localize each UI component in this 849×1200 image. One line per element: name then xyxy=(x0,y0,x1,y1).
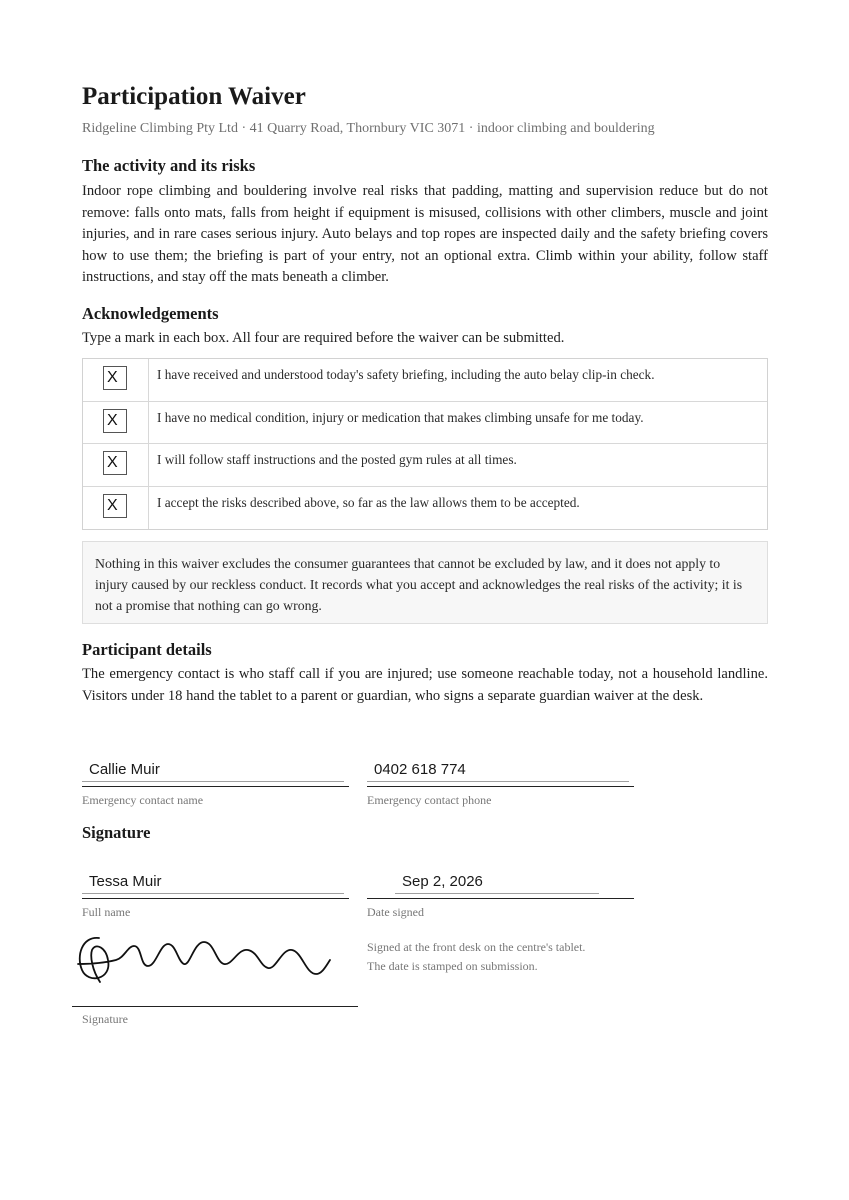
ack-text-rules: I will follow staff instructions and the posted gym rules at all times. xyxy=(157,452,517,467)
emergency-phone-field xyxy=(367,756,634,808)
signature-stroke xyxy=(72,930,358,1006)
signature-heading: Signature xyxy=(82,823,151,842)
full-name-field xyxy=(82,868,349,920)
page-subtitle: Ridgeline Climbing Pty Ltd · 41 Quarry Road, Thornbury VIC 3071 · indoor climbing and bouldering xyxy=(82,121,655,136)
page-title: Participation Waiver xyxy=(82,83,306,110)
ack-text-medical: I have no medical condition, injury or medication that makes climbing unsafe for me today. xyxy=(157,409,644,425)
signature-note-line2: The date is stamped on submission. xyxy=(367,959,538,973)
ack-mark-input-risks[interactable] xyxy=(103,494,127,518)
date-signed-label: Date signed xyxy=(367,905,424,919)
date-signed-input[interactable] xyxy=(395,870,599,894)
ack-text-briefing: I have received and understood today's safety briefing, including the auto belay clip-in check. xyxy=(157,367,655,382)
ack-row-rules xyxy=(83,444,767,487)
date-signed-field xyxy=(367,868,634,920)
ack-text-risks: I accept the risks described above, so far as the law allows them to be accepted. xyxy=(157,494,580,510)
ack-box-cell xyxy=(83,444,149,486)
emergency-name-input[interactable] xyxy=(82,758,344,782)
emergency-name-label: Emergency contact name xyxy=(82,793,204,807)
emergency-phone-line xyxy=(367,756,634,787)
full-name-line xyxy=(82,868,349,899)
emergency-name-field xyxy=(82,756,349,808)
acknowledgements-heading: Acknowledgements xyxy=(82,304,219,323)
ack-row-briefing xyxy=(83,359,767,402)
full-name-input[interactable] xyxy=(82,870,344,894)
emergency-phone-label: Emergency contact phone xyxy=(367,793,492,807)
signature-label: Signature xyxy=(82,1012,128,1026)
ack-mark-input-rules[interactable] xyxy=(103,451,127,475)
full-name-label: Full name xyxy=(82,905,131,919)
signature-note-line1: Signed at the front desk on the centre's tablet. xyxy=(367,940,586,954)
risks-body: Indoor rope climbing and bouldering involve real risks that padding, matting and supervision reduce but do not remove: falls onto mats, falls from height if equipment is misused, collisions with other climbers, muscle and joint injuries, and in rare cases serious injury. Auto belays and top ropes are inspected daily and the safety briefing covers how to use them; the briefing is part of your entry, not an optional extra. Climb within your ability, follow staff instructions, and stay off the mats beneath a climber. xyxy=(82,183,768,286)
emergency-name-line xyxy=(82,756,349,787)
acknowledgements-intro: Type a mark in each box. All four are required before the waiver can be submitted. xyxy=(82,330,565,346)
ack-box-cell xyxy=(83,402,149,444)
emergency-phone-input[interactable] xyxy=(367,758,629,782)
ack-mark-input-briefing[interactable] xyxy=(103,366,127,390)
ack-row-risks xyxy=(83,487,767,530)
ack-box-cell xyxy=(83,359,149,401)
ack-row-medical xyxy=(83,402,767,445)
date-signed-line xyxy=(367,868,634,899)
ack-box-cell xyxy=(83,487,149,530)
ack-mark-input-medical[interactable] xyxy=(103,409,127,433)
risks-heading: The activity and its risks xyxy=(82,156,256,175)
participant-body: The emergency contact is who staff call if you are injured; use someone reachable today, not a household landline. Visitors under 18 hand the tablet to a parent or guardian, who signs a separate guardian waiver at the desk. xyxy=(82,666,768,704)
participant-heading: Participant details xyxy=(82,640,212,659)
signature-pad[interactable] xyxy=(72,930,358,1007)
signature-note xyxy=(367,938,585,976)
acknowledgements-table xyxy=(82,358,768,530)
legal-notice: Nothing in this waiver excludes the consumer guarantees that cannot be excluded by law, and it does not apply to injury caused by our reckless conduct. It records what you accept and acknowledges the real risks of the activity; it is not a promise that nothing can go wrong. xyxy=(82,541,768,624)
